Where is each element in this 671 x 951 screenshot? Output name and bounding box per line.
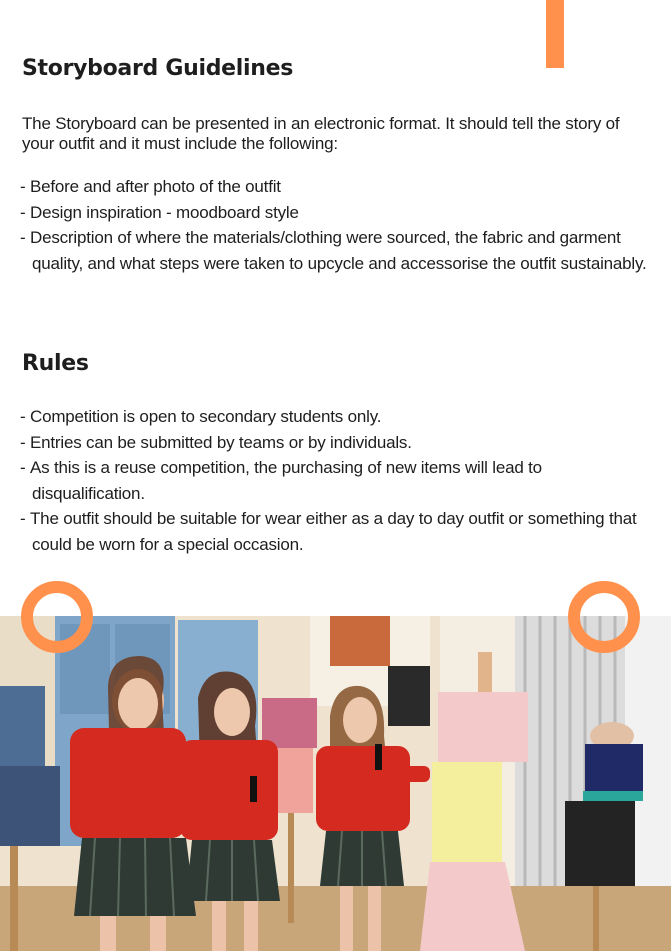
guidelines-list: [20, 174, 650, 276]
accent-bar: [546, 0, 564, 68]
photo-illustration: [0, 616, 671, 951]
rules-list: [20, 404, 650, 557]
students-fashion-photo: [0, 616, 671, 951]
list-item: - Design inspiration - moodboard style: [20, 202, 299, 222]
list-item: - Before and after photo of the outfit: [20, 177, 281, 196]
list-item: - Description of where the materials/clothing were sourced, the fabric and garment quality, and what steps were taken to upcycle and accessorise the outfit sustainably.: [20, 228, 647, 273]
guidelines-intro: The Storyboard can be presented in an electronic format. It should tell the story of your outfit and it must include the following:: [22, 114, 620, 153]
list-item: - As this is a reuse competition, the purchasing of new items will lead to disqualification.: [20, 458, 542, 503]
storyboard-guidelines-heading: Storyboard Guidelines: [22, 56, 294, 81]
list-item: - Competition is open to secondary students only.: [20, 407, 382, 426]
decorative-ring-left: [21, 581, 93, 653]
rules-heading: Rules: [22, 351, 89, 376]
list-item: - The outfit should be suitable for wear either as a day to day outfit or something that could be worn for a special occasion.: [20, 509, 637, 554]
list-item: - Entries can be submitted by teams or by individuals.: [20, 432, 412, 452]
decorative-ring-right: [568, 581, 640, 653]
